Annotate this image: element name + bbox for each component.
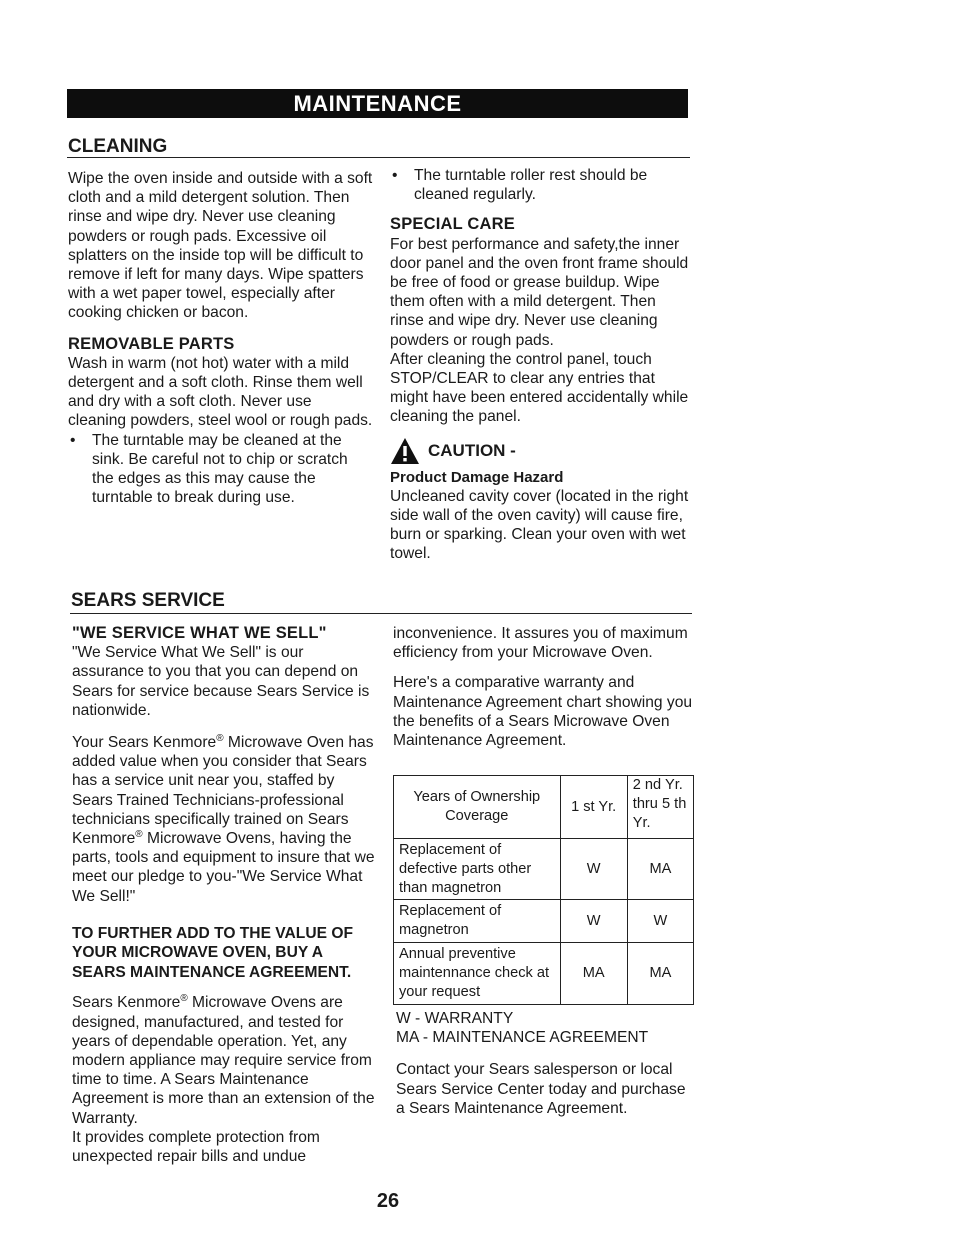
section-banner: MAINTENANCE (67, 89, 688, 118)
kenmore-text-a: Your Sears Kenmore (72, 734, 217, 752)
cleaning-right-column (390, 166, 690, 564)
table-cell: Replacement of defective parts other than magnetron (394, 839, 561, 900)
sears-right-column (393, 624, 693, 750)
warranty-table (393, 775, 694, 1005)
removable-parts-text: Wash in warm (not hot) water with a mild detergent and a soft cloth. Rinse them well and dry with a soft cloth. Never use cleaning powders, steel wool or rough pads. (68, 354, 373, 430)
table-cell: W (560, 839, 627, 900)
sears-left-column (72, 624, 377, 1166)
legend-maintenance: MA - MAINTENANCE AGREEMENT (396, 1029, 649, 1047)
removable-parts-heading: REMOVABLE PARTS (68, 334, 235, 353)
further-value-heading: TO FURTHER ADD TO THE VALUE OF YOUR MICROWAVE OVEN, BUY A SEARS MAINTENANCE AGREEMENT. (72, 924, 353, 981)
page-number: 26 (376, 1190, 400, 1212)
table-cell: MA (627, 839, 693, 900)
bullet-icon: • (392, 167, 398, 184)
table-cell: Annual preventive maintennance check at your request (394, 943, 561, 1005)
contact-text: Contact your Sears salesperson or local Sears Service Center today and purchase a Sears Maintenance Agreement. (396, 1061, 686, 1117)
table-header-cell: 1 st Yr. (560, 776, 627, 839)
we-service-heading: "WE SERVICE WHAT WE SELL" (72, 624, 327, 642)
table-cell: Replacement of magnetron (394, 900, 561, 943)
warning-triangle-icon (390, 437, 420, 465)
table-legend-and-contact (396, 1009, 696, 1118)
table-cell: MA (560, 943, 627, 1005)
sears-service-heading: SEARS SERVICE (71, 590, 225, 611)
kenmore-text-c: Microwave Ovens, having the parts, tools and equipment to insure that we meet our pledge to you-"We Service What We Sell!" (72, 830, 375, 905)
caution-heading-row (390, 437, 690, 465)
cleaning-intro: Wipe the oven inside and outside with a soft cloth and a mild detergent solution. Then rinse and wipe dry. Never use cleaning powders or rough pads. Excessive oil splatters on the inside top will be difficult to remove if left for many days. Wipe spatters with a wet paper towel, especially after cooking chicken or bacon. (68, 170, 373, 322)
table-cell: MA (627, 943, 693, 1005)
designed-text-a: Sears Kenmore (72, 994, 181, 1012)
table-row (394, 943, 694, 1005)
caution-heading: CAUTION - (428, 441, 516, 461)
designed-paragraph (72, 993, 377, 1127)
provides-text: It provides complete protection from unexpected repair bills and undue (72, 1128, 320, 1165)
kenmore-text-b: Microwave Oven has added value when you consider that Sears has a service unit near you, staffed by Sears Trained Technicians-professional technicians specifically trained on Sears Kenmore (72, 734, 374, 848)
registered-mark: ® (180, 993, 188, 1005)
table-cell: W (627, 900, 693, 943)
table-row (394, 900, 694, 943)
inconvenience-text: inconvenience. It assures you of maximum efficiency from your Microwave Oven. (393, 625, 688, 662)
we-service-text: "We Service What We Sell" is our assurance to you that you can depend on Sears for service because Sears Service is nationwide. (72, 644, 370, 719)
registered-mark: ® (216, 732, 224, 744)
cleaning-left-column (68, 169, 373, 507)
comparative-text: Here's a comparative warranty and Maintenance Agreement chart showing you the benefits of a Sears Microwave Oven Maintenance Agreement. (393, 674, 693, 750)
roller-rest-bullet (390, 166, 690, 204)
caution-text: Uncleaned cavity cover (located in the right side wall of the oven cavity) will cause fire, burn or sparking. Clean your oven with wet towel. (390, 487, 689, 563)
turntable-bullet-text: The turntable may be cleaned at the sink. Be careful not to chip or scratch the edges as this may cause the turntable to break during use. (92, 431, 348, 507)
legend-warranty: W - WARRANTY (396, 1010, 514, 1027)
designed-text-b: Microwave Ovens are designed, manufactured, and tested for years of dependable operation. Yet, any modern appliance may require service from time to time. A Sears Maintenance Agreement is more than an extension of the Warranty. (72, 994, 375, 1127)
bullet-icon: • (70, 431, 76, 449)
table-header-cell: Years of Ownership Coverage (394, 776, 561, 839)
roller-rest-bullet-text: The turntable roller rest should be cleaned regularly. (414, 167, 648, 204)
table-cell: W (560, 900, 627, 943)
cleaning-heading: CLEANING (68, 136, 168, 157)
caution-subheading: Product Damage Hazard (390, 468, 564, 486)
cleaning-rule (67, 157, 690, 158)
table-row (394, 839, 694, 900)
special-care-text-2: After cleaning the control panel, touch STOP/CLEAR to clear any entries that might have been entered accidentally while cleaning the panel. (390, 350, 689, 426)
registered-mark: ® (135, 828, 143, 840)
turntable-bullet (68, 431, 373, 508)
table-header-row (394, 776, 694, 839)
table-header-cell: 2 nd Yr. thru 5 th Yr. (627, 776, 693, 839)
special-care-text-1: For best performance and safety,the inner door panel and the oven front frame should be free of food or grease buildup. Wipe them often with a mild detergent. Then rinse and wipe dry. Never use cleaning powders or rough pads. (390, 235, 689, 349)
kenmore-paragraph (72, 733, 377, 906)
special-care-heading: SPECIAL CARE (390, 215, 515, 234)
sears-service-rule (70, 613, 692, 614)
